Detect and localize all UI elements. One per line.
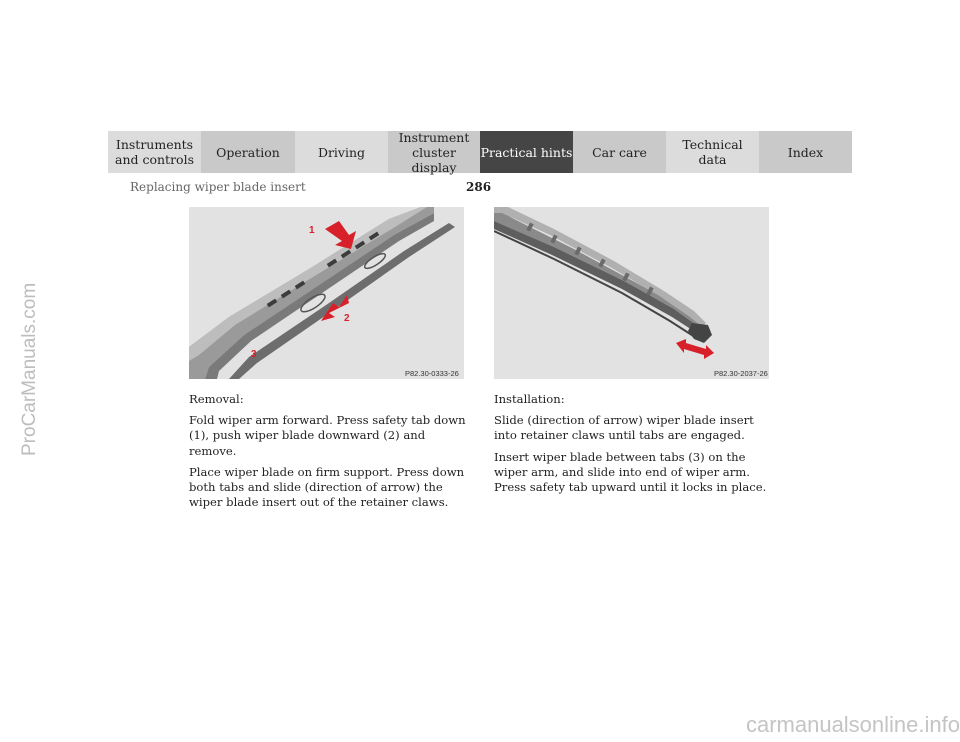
tab-driving[interactable] [295,131,388,173]
installation-heading: Installation: [494,392,565,406]
removal-step-1: Fold wiper arm forward. Press safety tab down (1), push wiper blade downward (2) and remove. [189,413,466,458]
page-number: 286 [466,180,492,194]
wiper-removal-illustration [189,207,464,379]
removal-step-2: Place wiper blade on firm support. Press down both tabs and slide (direction of arrow) the wiper blade insert out of the retainer claws. [189,464,465,510]
figure-code: P82.30-2037-26 [714,369,768,378]
chapter-tab-bar [108,131,852,173]
installation-step-1: Slide (direction of arrow) wiper blade insert into retainer claws until tabs are engaged. [494,413,754,443]
tab-technical-data[interactable] [666,131,759,173]
tab-car-care[interactable] [573,131,666,173]
watermark-procarmanuals: ProCarManuals.com [19,282,40,456]
arrow-1-icon [325,221,356,249]
removal-instructions [189,392,469,516]
tab-label: Practical hints [480,144,573,160]
installation-instructions [494,392,774,501]
figure-removal [189,207,464,379]
watermark-carmanualsonline: carmanualsonline.info [745,712,960,737]
installation-step-2: Insert wiper blade between tabs (3) on the wiper arm, and slide into end of wiper arm. Press safety tab upward until it locks in place. [494,449,767,495]
callout-1: 1 [309,225,315,236]
tab-operation[interactable] [201,131,295,173]
tab-label: Operation [216,144,280,160]
tab-label: Instruments and controls [115,137,194,167]
tab-label: Car care [592,144,647,160]
tab-label: Instrument cluster display [398,129,470,175]
tab-label: Technical data [682,137,743,167]
tab-instruments-and-controls[interactable] [108,131,201,173]
figure-installation [494,207,769,379]
tab-label: Driving [317,144,366,160]
callout-2: 2 [344,313,350,324]
tab-index[interactable] [759,131,852,173]
figure-code: P82.30-0333-26 [405,369,459,378]
tab-practical-hints[interactable] [480,131,573,173]
wiper-installation-illustration [494,207,769,379]
tab-label: Index [787,144,824,160]
double-arrow-icon [676,339,714,359]
removal-heading: Removal: [189,392,244,406]
callout-3: 3 [251,349,257,360]
tab-instrument-cluster-display[interactable] [388,131,480,173]
section-title: Replacing wiper blade insert [130,180,306,194]
